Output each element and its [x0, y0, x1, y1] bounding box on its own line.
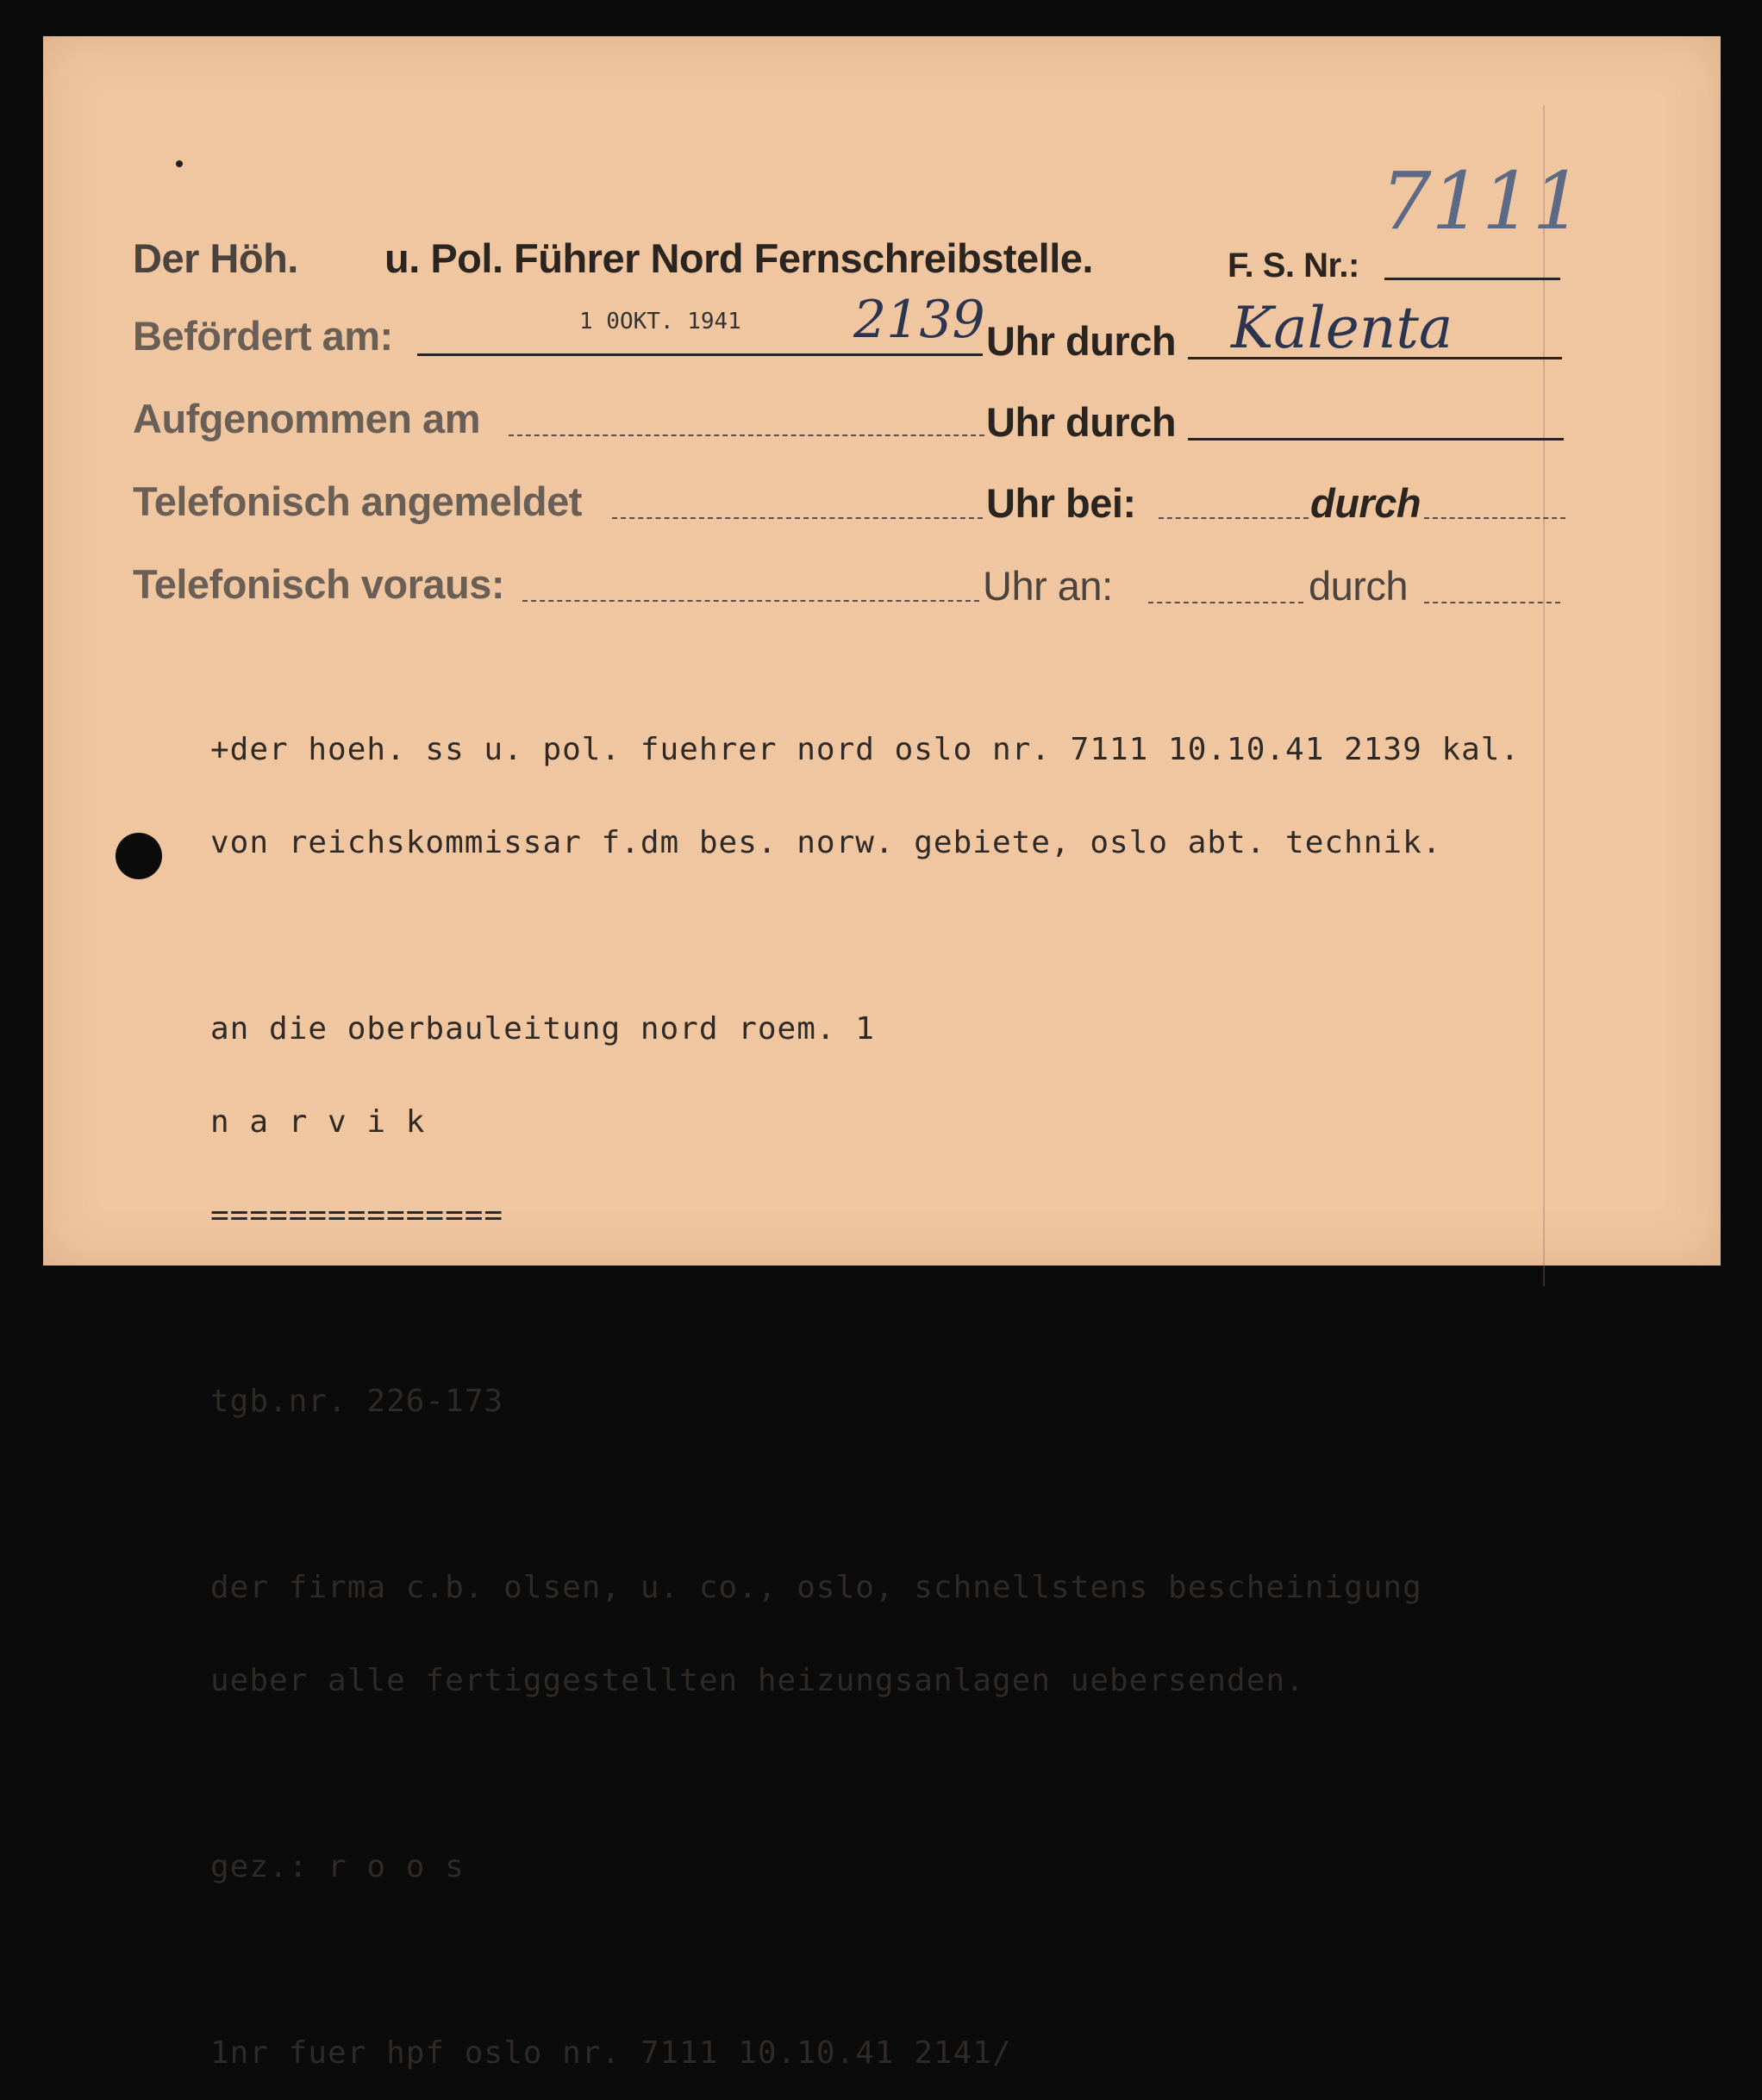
row4-an-line: [1148, 602, 1303, 603]
fs-nr-label: F. S. Nr.:: [1228, 247, 1359, 284]
fs-number-handwritten: 7111: [1381, 155, 1584, 247]
row2-uhr-durch: Uhr durch: [986, 399, 1177, 445]
row4-label: Telefonisch voraus:: [133, 561, 505, 607]
message-line: [210, 1759, 1520, 1790]
row4-durch-line: [1424, 602, 1560, 603]
row1-uhr-durch: Uhr durch: [986, 318, 1177, 364]
row4-uhr-an: Uhr an:: [983, 563, 1113, 609]
message-line: [210, 1479, 1520, 1510]
row3-line: [612, 517, 983, 519]
message-line: gez.: r o o s: [210, 1849, 465, 1884]
row4-line: [522, 600, 979, 602]
message-line: ===============: [210, 1197, 504, 1233]
punch-hole: [116, 833, 162, 879]
message-line: [210, 1293, 1520, 1324]
date-stamp: 1 0OKT. 1941: [579, 309, 741, 334]
row2-durch-line: [1188, 438, 1564, 441]
row3-durch-line: [1424, 517, 1565, 519]
message-line: +der hoeh. ss u. pol. fuehrer nord oslo nr. 7111 10.10.41 2139 kal.: [210, 732, 1521, 767]
header-title: u. Pol. Führer Nord Fernschreibstelle.: [384, 235, 1093, 281]
row3-bei-line: [1159, 517, 1309, 519]
message-line: 1nr fuer hpf oslo nr. 7111 10.10.41 2141/: [210, 2035, 1012, 2071]
ink-dot: [176, 160, 183, 167]
margin-rule: [1543, 105, 1545, 1286]
row4-durch: durch: [1309, 563, 1409, 609]
message-line: n a r v i k: [210, 1104, 426, 1140]
row3-label: Telefonisch angemeldet: [133, 478, 582, 524]
message-line: an die oberbauleitung nord roem. 1: [210, 1011, 875, 1047]
row2-label: Aufgenommen am: [133, 396, 480, 441]
row1-label: Befördert am:: [133, 313, 393, 359]
row3-uhr-bei: Uhr bei:: [986, 480, 1136, 526]
fs-nr-line: [1384, 278, 1560, 280]
message-line: ueber alle fertiggestellten heizungsanlagen uebersenden.: [210, 1663, 1305, 1698]
message-line: [210, 1945, 1520, 1976]
header-left: Der Höh.: [133, 235, 298, 281]
message-line: [210, 921, 1520, 952]
telex-message: [210, 672, 1520, 2100]
message-line: von reichskommissar f.dm bes. norw. gebiete, oslo abt. technik.: [210, 825, 1442, 860]
row3-durch: durch: [1310, 480, 1421, 526]
row1-line: [417, 353, 983, 356]
operator-signature: Kalenta: [1231, 295, 1453, 361]
time-handwritten: 2139: [853, 290, 985, 350]
message-line: der firma c.b. olsen, u. co., oslo, schnellstens bescheinigung: [210, 1570, 1422, 1605]
message-line: tgb.nr. 226-173: [210, 1384, 504, 1419]
row2-line: [509, 434, 984, 436]
